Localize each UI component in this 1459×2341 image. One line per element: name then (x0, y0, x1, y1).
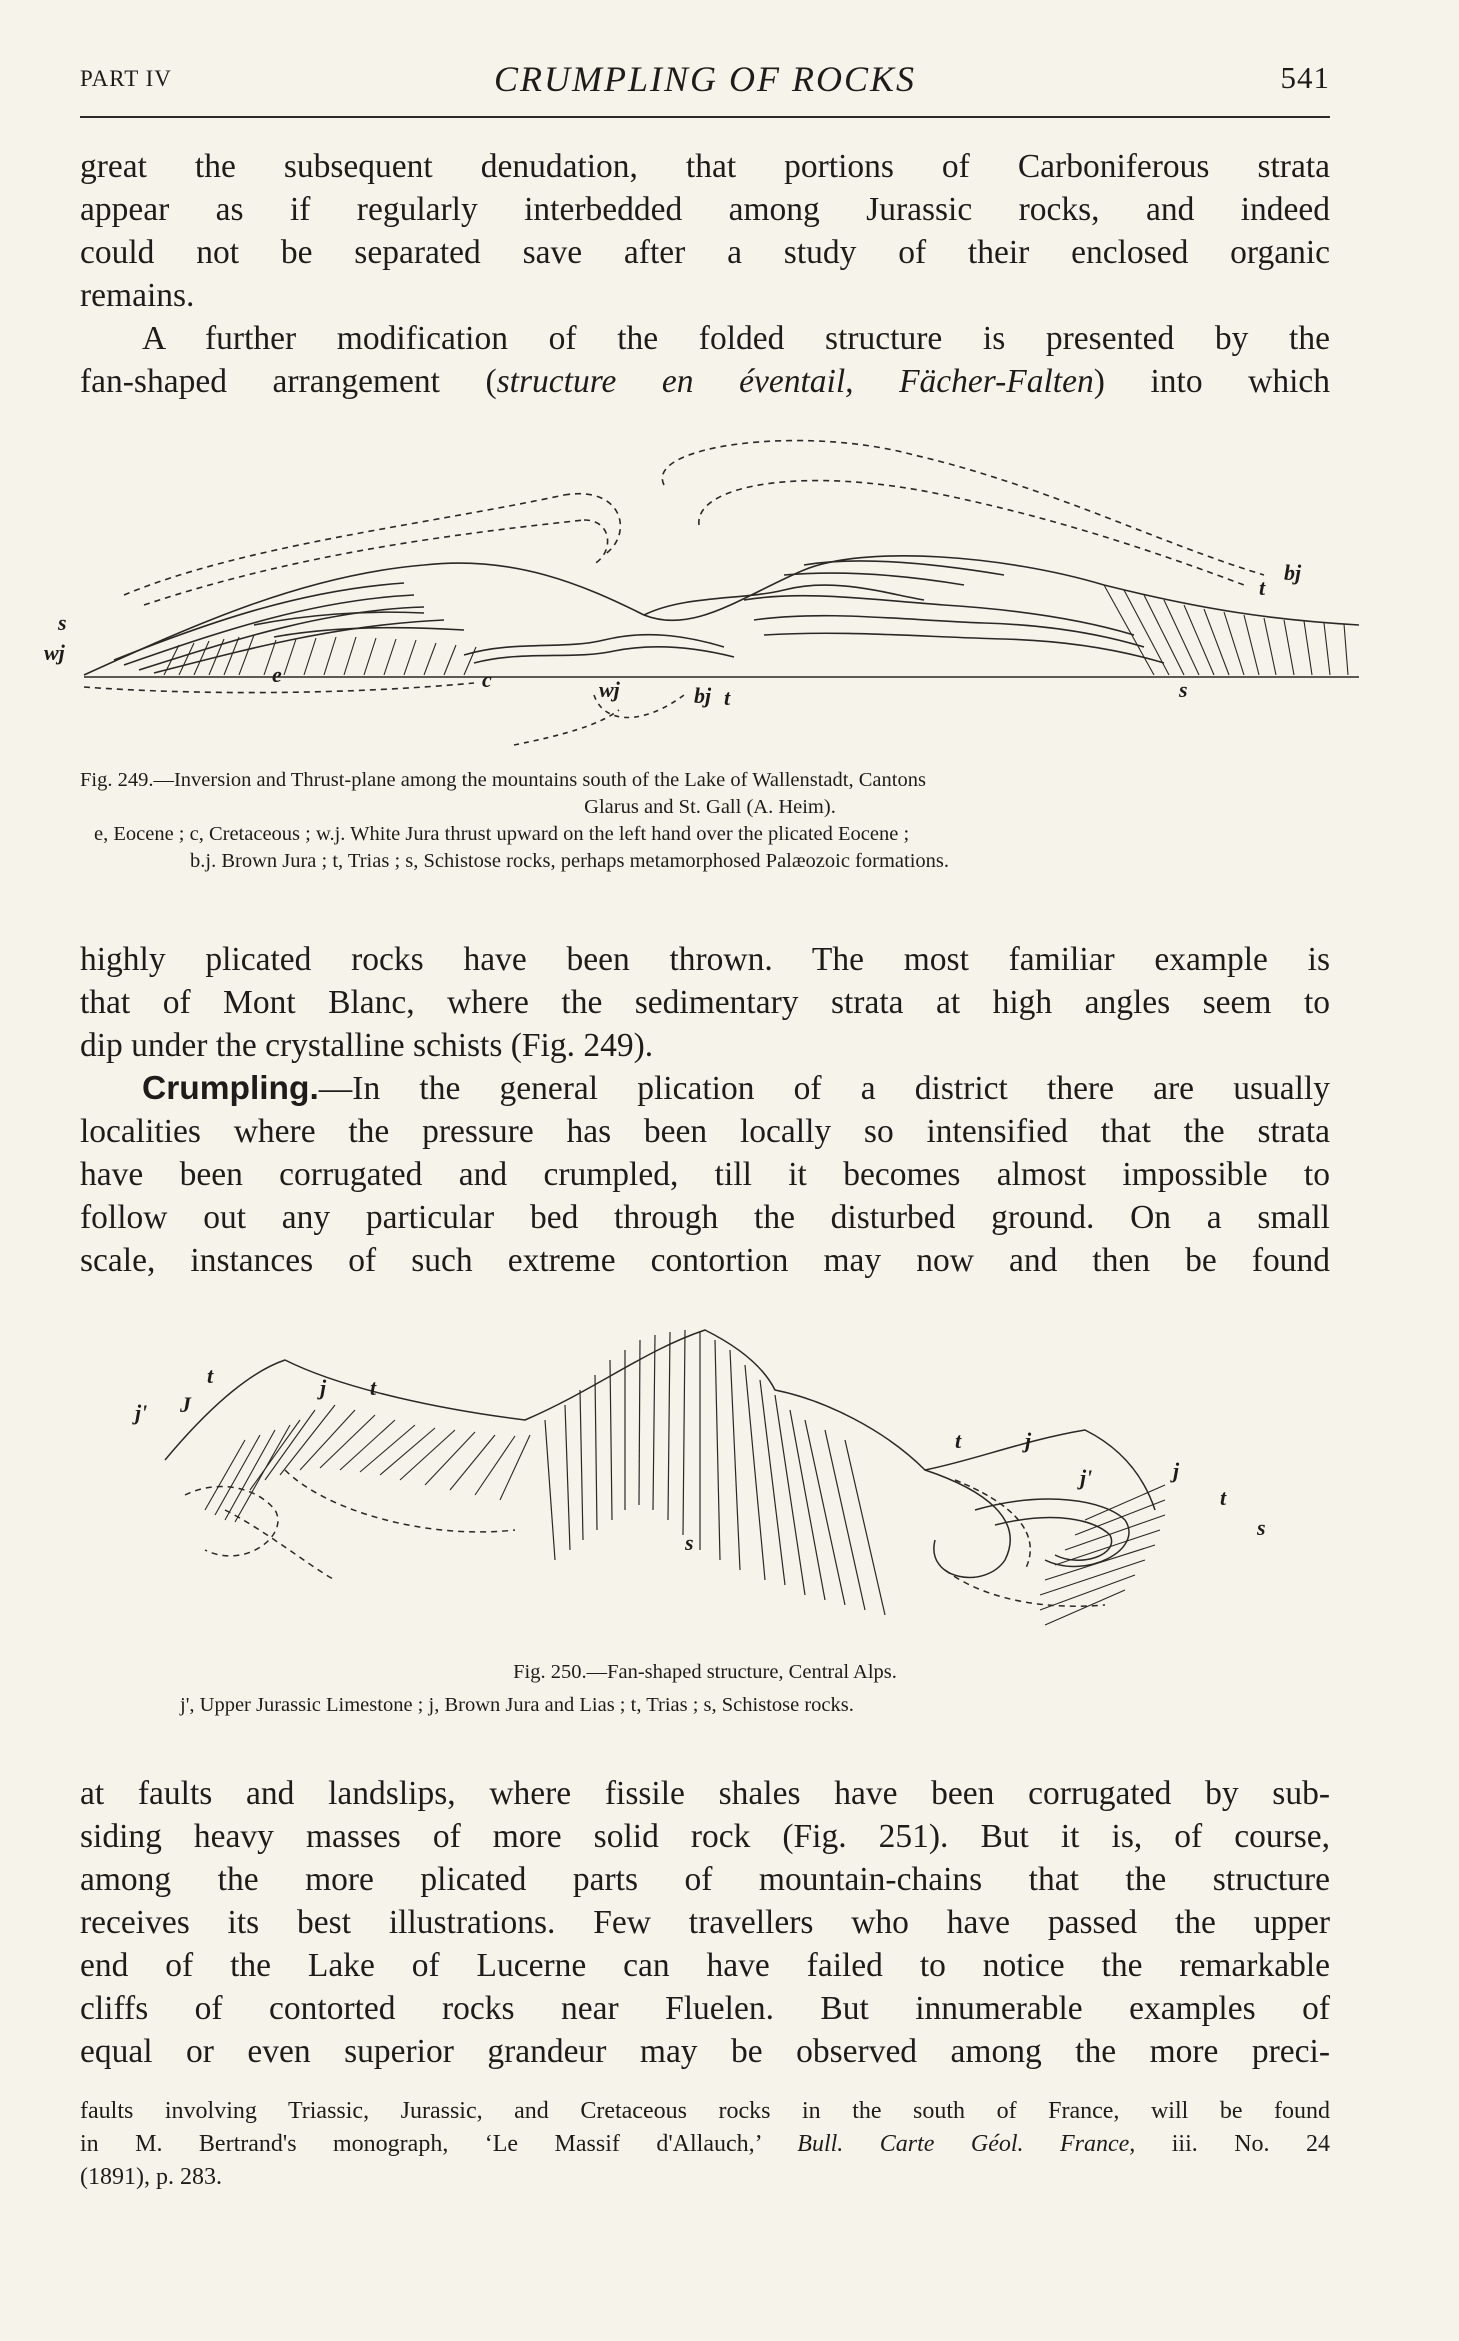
label-s-left: s (58, 610, 67, 635)
text-line: scale, instances of such extreme contortion may now and then be found (80, 1242, 1330, 1279)
label-j2: J (180, 1392, 191, 1417)
citation-title: Bull. Carte Géol. France, (797, 2131, 1136, 2157)
text-line: at faults and landslips, where fissile shales have been corrugated by sub- (80, 1775, 1330, 1812)
label-j3: j (1025, 1428, 1032, 1453)
page-number: 541 (1280, 60, 1330, 95)
text-line: have been corrugated and crumpled, till it becomes almost impossible to (80, 1156, 1330, 1193)
text-line: fan-shaped arrangement (structure en éventail, Fächer-Falten) into which (80, 363, 1330, 400)
label-c: c (482, 667, 492, 692)
text-line: appear as if regularly interbedded among Jurassic rocks, and indeed (80, 191, 1330, 228)
label-t2: t (370, 1375, 377, 1400)
footnote-line: in M. Bertrand's monograph, ‘Le Massif d'Allauch,’ Bull. Carte Géol. France, iii. No. 24 (80, 2131, 1331, 2157)
label-j4: j (1173, 1458, 1180, 1483)
label-t-right: t (1259, 575, 1266, 600)
label-e: e (272, 662, 282, 687)
text-line: remains. (80, 277, 195, 314)
footnote-line: faults involving Triassic, Jurassic, and Cretaceous rocks in the south of France, will be found (80, 2098, 1330, 2124)
text-line: Crumpling.—In the general plication of a district there are usually (142, 1070, 1330, 1107)
figure-250-drawing (125, 1310, 1285, 1640)
label-s-right: s (1257, 1515, 1266, 1540)
chapter-title: CRUMPLING OF ROCKS (494, 59, 916, 99)
label-t1: t (207, 1363, 214, 1388)
footnote (80, 2095, 1330, 2194)
figure-250-caption (80, 1659, 1330, 1719)
text-line: equal or even superior grandeur may be observed among the more preci- (80, 2033, 1330, 2070)
label-s-mid: s (685, 1530, 694, 1555)
label-t3: t (955, 1428, 962, 1453)
text-line: follow out any particular bed through the disturbed ground. On a small (80, 1199, 1330, 1236)
header-rule (80, 116, 1330, 118)
figure-249 (44, 425, 1364, 755)
label-j1: j (320, 1375, 327, 1400)
label-bj-mid: bj (694, 683, 712, 708)
text-line: cliffs of contorted rocks near Fluelen. But innumerable examples of (80, 1990, 1330, 2027)
paragraph-4 (80, 1067, 1330, 1282)
italic-term: structure en éventail, Fächer-Falten (496, 363, 1094, 400)
paragraph-5 (80, 1772, 1330, 2073)
caption-line: Glarus and St. Gall (A. Heim). (584, 796, 836, 818)
text-line: siding heavy masses of more solid rock (Fig. 251). But it is, of course, (80, 1818, 1330, 1855)
text-line: highly plicated rocks have been thrown. The most familiar example is (80, 941, 1330, 978)
caption-line: j', Upper Jurassic Limestone ; j, Brown Jura and Lias ; t, Trias ; s, Schistose rocks. (180, 1694, 854, 1716)
text-line: could not be separated save after a study of their enclosed organic (80, 234, 1330, 271)
figure-249-caption (80, 767, 1340, 875)
label-jprime1: j' (135, 1400, 148, 1425)
text-line: that of Mont Blanc, where the sedimentary strata at high angles seem to (80, 984, 1330, 1021)
running-head (80, 58, 1330, 108)
part-label: PART IV (80, 66, 172, 91)
text-line: among the more plicated parts of mountain-chains that the structure (80, 1861, 1330, 1898)
footnote-line: (1891), p. 283. (80, 2164, 222, 2190)
label-s-right: s (1179, 677, 1188, 702)
paragraph-3 (80, 938, 1330, 1067)
paragraph-1 (80, 145, 1330, 317)
paragraph-2 (80, 317, 1330, 403)
caption-line: Fig. 249.—Inversion and Thrust-plane among the mountains south of the Lake of Wallenstadt, Cantons (80, 769, 926, 791)
text-line: A further modification of the folded structure is presented by the (142, 320, 1330, 357)
label-t4: t (1220, 1485, 1227, 1510)
text-line: receives its best illustrations. Few travellers who have passed the upper (80, 1904, 1330, 1941)
caption-line: b.j. Brown Jura ; t, Trias ; s, Schistose rocks, perhaps metamorphosed Palæozoic formations. (190, 850, 949, 872)
label-wj-left: wj (44, 640, 65, 665)
text-line: dip under the crystalline schists (Fig. 249). (80, 1027, 654, 1064)
caption-line: Fig. 250.—Fan-shaped structure, Central Alps. (513, 1661, 897, 1683)
label-bj-right: bj (1284, 560, 1302, 585)
label-t-mid: t (724, 685, 731, 710)
text-line: end of the Lake of Lucerne can have failed to notice the remarkable (80, 1947, 1330, 1984)
figure-250 (125, 1310, 1285, 1640)
caption-line: e, Eocene ; c, Cretaceous ; w.j. White Jura thrust upward on the left hand over the plicated Eocene ; (94, 823, 910, 845)
label-jprime2: j' (1080, 1465, 1093, 1490)
text-line: great the subsequent denudation, that portions of Carboniferous strata (80, 148, 1330, 185)
section-heading: Crumpling. (142, 1070, 319, 1107)
text-line: localities where the pressure has been locally so intensified that the strata (80, 1113, 1330, 1150)
label-wj-mid: wj (599, 677, 620, 702)
